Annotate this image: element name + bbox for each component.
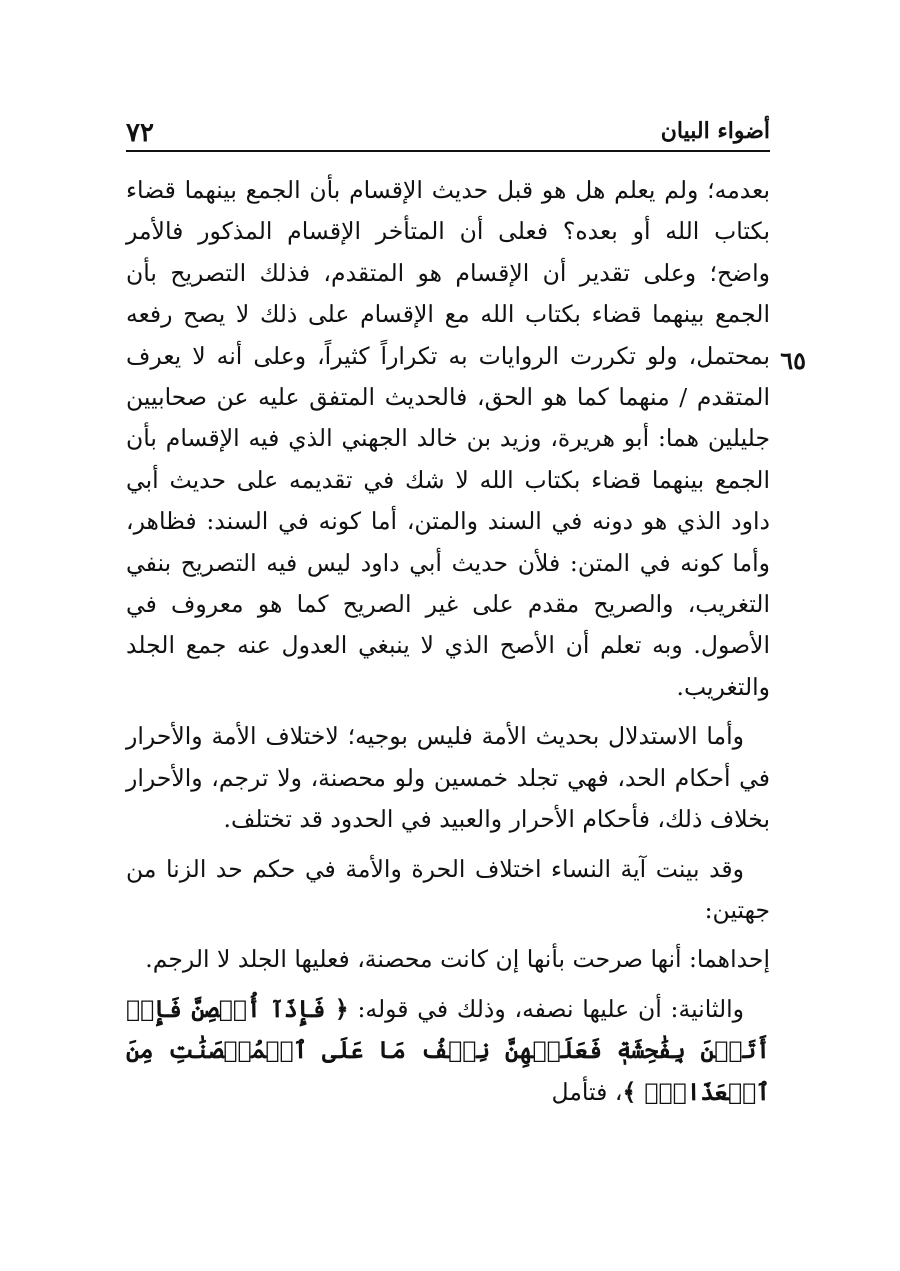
page-number: ٧٢ — [126, 118, 154, 148]
book-title: أضواء البيان — [660, 118, 770, 144]
paragraph-5 — [126, 989, 770, 1113]
paragraph-5-intro: والثانية: أن عليها نصفه، وذلك في قوله: — [348, 994, 744, 1023]
paragraph-2: وأما الاستدلال بحديث الأمة فليس بوجيه؛ لاختلاف الأمة والأحرار في أحكام الحد، فهي تجلد خمسين ولو محصنة، ولا ترجم، والأحرار بخلاف ذلك، فأحكام الأحرار والعبيد في الحدود قد تختلف. — [126, 722, 770, 834]
paragraph-4: إحداهما: أنها صرحت بأنها إن كانت محصنة، فعليها الجلد لا الرجم. — [145, 945, 770, 974]
quran-verse: ﴿ فَإِذَآ أُحۡصِنَّ فَإِنۡ أَتَيۡنَ بِفَٰحِشَةٖ فَعَلَيۡهِنَّ نِصۡفُ مَا عَلَى ٱلۡمُحۡصَنَٰتِ مِنَ ٱلۡعَذَابِۚ ﴾ — [126, 994, 770, 1106]
page-header — [126, 108, 770, 152]
paragraph-5-continuation: ، فتأمل — [551, 1077, 623, 1106]
paragraph-3: وقد بينت آية النساء اختلاف الحرة والأمة في حكم حد الزنا من جهتين: — [126, 854, 770, 924]
body-text — [126, 170, 770, 1121]
margin-page-marker: ٦٥ — [780, 346, 806, 375]
paragraph-1: بعدمه؛ ولم يعلم هل هو قبل حديث الإقسام بأن الجمع بينهما قضاء بكتاب الله أو بعده؟ فعلى أن المتأخر الإقسام المذكور فالأمر واضح؛ وعلى تقدير أن الإقسام هو المتقدم، فذلك التصريح بأن الجمع بينهما قضاء بكتاب الله مع الإقسام على ذلك لا يصح رفعه بمحتمل، ولو تكررت الروايات به تكراراً كثيراً، وعلى أنه لا يعرف المتقدم / منهما كما هو الحق، فالحديث المتفق عليه عن صحابيين جليلين هما: أبو هريرة، وزيد بن خالد الجهني الذي فيه الإقسام بأن الجمع بينهما قضاء بكتاب الله لا شك في تقديمه على حديث أبي داود الذي هو دونه في السند والمتن، أما كونه في السند: فظاهر، وأما كونه في المتن: فلأن حديث أبي داود ليس فيه التصريح بنفي التغريب، والصريح مقدم على غير الصريح كما هو معروف في الأصول. وبه تعلم أن الأصح الذي لا ينبغي العدول عنه جمع الجلد والتغريب. — [126, 176, 770, 701]
